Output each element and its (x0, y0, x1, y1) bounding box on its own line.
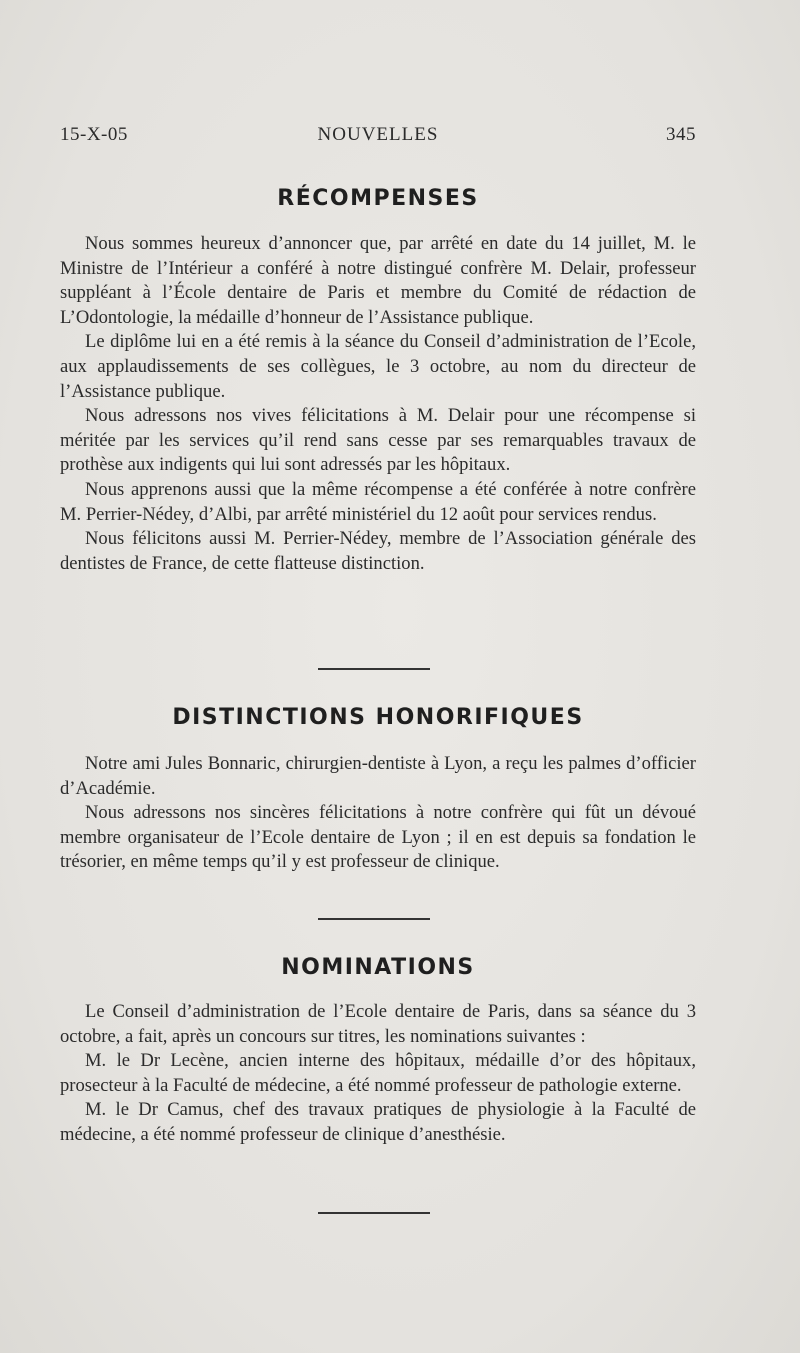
paragraph: Nous apprenons aussi que la même récompense a été conférée à notre confrère M. Perrier-Nédey, d’Albi, par arrêté ministériel du 12 août pour services rendus. (60, 478, 696, 525)
section-title-recompenses: RÉCOMPENSES (277, 186, 479, 211)
paragraph: Nous sommes heureux d’annoncer que, par arrêté en date du 14 juillet, M. le Ministre de l’Intérieur a conféré à notre distingué confrère M. Delair, professeur suppléant à l’École dentaire de Paris et membre du Comité de rédaction de L’Odontologie, la médaille d’honneur de l’Assistance publique. (60, 233, 696, 328)
paragraph: Le diplôme lui en a été remis à la séance du Conseil d’administration de l’Ecole, aux applaudissements de ses collègues, le 3 octobre, au nom du directeur de l’Assistance publique. (60, 331, 696, 402)
section-title-distinctions: DISTINCTIONS HONORIFIQUES (172, 705, 584, 730)
paragraph: Nous adressons nos vives félicitations à M. Delair pour une récompense si méritée par les services qu’il rend sans cesse par ses remarquables travaux de prothèse aux indigents qui lui sont adressés par les hôpitaux. (60, 405, 696, 476)
running-head (60, 124, 696, 148)
page-number: 345 (666, 124, 696, 145)
section-divider (318, 1212, 430, 1214)
paragraph: M. le Dr Camus, chef des travaux pratiques de physiologie à la Faculté de médecine, a été nommé professeur de clinique d’anesthésie. (60, 1099, 696, 1145)
section-body-recompenses (60, 232, 696, 576)
paragraph: Le Conseil d’administration de l’Ecole dentaire de Paris, dans sa séance du 3 octobre, a fait, après un concours sur titres, les nominations suivantes : (60, 1001, 696, 1047)
section-body-nominations (60, 1000, 696, 1148)
section-divider (318, 918, 430, 920)
issue-date: 15-X-05 (60, 124, 128, 145)
paragraph: Notre ami Jules Bonnaric, chirurgien-dentiste à Lyon, a reçu les palmes d’officier d’Académie. (60, 753, 696, 799)
section-title-nominations: NOMINATIONS (281, 955, 475, 980)
section-body-distinctions (60, 752, 696, 875)
section-name: NOUVELLES (317, 124, 439, 145)
section-divider (318, 668, 430, 670)
paragraph: M. le Dr Lecène, ancien interne des hôpitaux, médaille d’or des hôpitaux, prosecteur à la Faculté de médecine, a été nommé professeur de pathologie externe. (60, 1050, 696, 1096)
paragraph: Nous adressons nos sincères félicitations à notre confrère qui fût un dévoué membre organisateur de l’Ecole dentaire de Lyon ; il en est depuis sa fondation le trésorier, en même temps qu’il y est professeur de clinique. (60, 802, 696, 873)
paragraph: Nous félicitons aussi M. Perrier-Nédey, membre de l’Association générale des dentistes de France, de cette flatteuse distinction. (60, 528, 696, 574)
